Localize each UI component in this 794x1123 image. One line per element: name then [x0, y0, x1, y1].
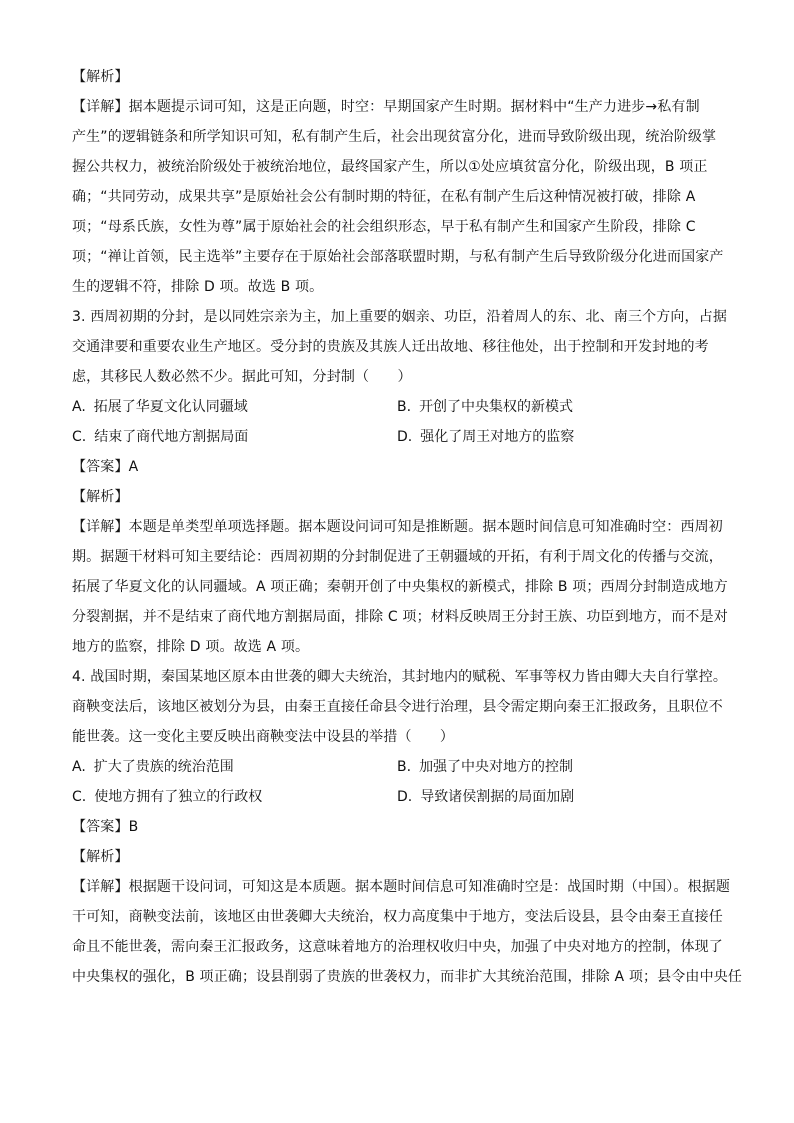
option-letter: C. — [72, 789, 87, 805]
question-3-option-c[interactable] — [72, 422, 397, 452]
question-4-option-c[interactable] — [72, 782, 397, 812]
option-text: 导致诸侯割据的局面加剧 — [420, 789, 575, 805]
question-3-explanation-line: 分裂割据，并不是结束了商代地方割据局面，排除 C 项；材料反映周王分封王族、功臣到地方，而不是对 — [72, 609, 728, 625]
option-letter: B. — [397, 759, 412, 775]
option-letter: D. — [397, 429, 413, 445]
question-3-analysis-heading: 【解析】 — [72, 489, 129, 505]
question-3-stem: 虑，其移民人数必然不少。据此可知，分封制（ ） — [72, 369, 412, 385]
option-text: 加强了中央对地方的控制 — [419, 759, 574, 775]
question-4-explanation-line: 中央集权的强化，B 项正确；设县削弱了贵族的世袭权力，而非扩大其统治范围，排除 A 项；县令由中央任 — [72, 969, 743, 985]
question-4-options-row — [72, 782, 724, 812]
option-text: 使地方拥有了独立的行政权 — [94, 789, 263, 805]
question-3-options-row — [72, 422, 724, 452]
question-3-options-row — [72, 392, 724, 422]
question-3-answer: 【答案】A — [72, 459, 139, 475]
analysis-heading: 【解析】 — [72, 69, 129, 85]
question-3-explanation-line: 拓展了华夏文化的认同疆域。A 项正确；秦朝开创了中央集权的新模式，排除 B 项；西周分封制造成地方 — [72, 579, 728, 595]
option-text: 开创了中央集权的新模式 — [419, 399, 574, 415]
question-4-options-row — [72, 752, 724, 782]
question-4-explanation-line: 干可知，商鞅变法前，该地区由世袭卿大夫统治，权力高度集中于地方，变法后设县，县令由秦王直接任 — [72, 909, 723, 925]
explanation-line: 确；“共同劳动，成果共享”是原始社会公有制时期的特征，在私有制产生后这种情况被打破，排除 A — [72, 189, 696, 205]
question-4-explanation-line: 【详解】根据题干设问词，可知这是本质题。据本题时间信息可知准确时空是：战国时期（中国）。根据题 — [72, 879, 731, 895]
question-3-stem: 交通津要和重要农业生产地区。受分封的贵族及其族人迁出故地、移往他处，出于控制和开发封地的考 — [72, 339, 709, 355]
option-letter: A. — [72, 759, 86, 775]
option-text: 强化了周王对地方的监察 — [420, 429, 575, 445]
question-3-option-a[interactable] — [72, 392, 397, 422]
explanation-line: 项；“禅让首领，民主选举”主要存在于原始社会部落联盟时期，与私有制产生后导致阶级分化进而国家产 — [72, 249, 724, 265]
option-text: 拓展了华夏文化认同疆域 — [93, 399, 248, 415]
explanation-line: 【详解】据本题提示词可知，这是正向题，时空：早期国家产生时期。据材料中“生产力进步→私有制 — [72, 99, 700, 115]
question-4-explanation-line: 命且不能世袭，需向秦王汇报政务，这意味着地方的治理权收归中央，加强了中央对地方的控制，体现了 — [72, 939, 723, 955]
question-3-option-d[interactable] — [397, 422, 722, 452]
explanation-line: 生的逻辑不符，排除 D 项。故选 B 项。 — [72, 279, 324, 295]
question-4-stem: 4. 战国时期，秦国某地区原本由世袭的卿大夫统治，其封地内的赋税、军事等权力皆由卿大夫自行掌控。 — [72, 669, 728, 685]
question-4-answer: 【答案】B — [72, 819, 139, 835]
explanation-line: 产生”的逻辑链条和所学知识可知，私有制产生后，社会出现贫富分化，进而导致阶级出现，统治阶级掌 — [72, 129, 717, 145]
question-4-option-b[interactable] — [397, 752, 722, 782]
option-text: 结束了商代地方割据局面 — [94, 429, 249, 445]
question-3-explanation-line: 【详解】本题是单类型单项选择题。据本题设问词可知是推断题。据本题时间信息可知准确时空：西周初 — [72, 519, 723, 535]
option-letter: C. — [72, 429, 87, 445]
explanation-line: 项；“母系氏族，女性为尊”属于原始社会的社会组织形态，早于私有制产生和国家产生阶段，排除 C — [72, 219, 696, 235]
question-4-stem: 能世袭。这一变化主要反映出商鞅变法中设县的举措（ ） — [72, 729, 455, 745]
question-3-option-b[interactable] — [397, 392, 722, 422]
question-4-analysis-heading: 【解析】 — [72, 849, 129, 865]
question-4-option-a[interactable] — [72, 752, 397, 782]
document-page — [72, 62, 743, 992]
question-4-stem: 商鞅变法后，该地区被划分为县，由秦王直接任命县令进行治理，县令需定期向秦王汇报政务，且职位不 — [72, 699, 723, 715]
option-letter: B. — [397, 399, 412, 415]
option-letter: A. — [72, 399, 86, 415]
explanation-line: 握公共权力，被统治阶级处于被统治地位，最终国家产生，所以①处应填贫富分化，阶级出现，B 项正 — [72, 159, 708, 175]
question-3-explanation-line: 期。据题干材料可知主要结论：西周初期的分封制促进了王朝疆域的开拓，有利于周文化的传播与交流， — [72, 549, 723, 565]
question-3-stem: 3. 西周初期的分封，是以同姓宗亲为主，加上重要的姻亲、功臣，沿着周人的东、北、南三个方向，占据 — [72, 309, 728, 325]
question-3-explanation-line: 地方的监察，排除 D 项。故选 A 项。 — [72, 639, 310, 655]
option-letter: D. — [397, 789, 413, 805]
option-text: 扩大了贵族的统治范围 — [93, 759, 234, 775]
question-4-option-d[interactable] — [397, 782, 722, 812]
